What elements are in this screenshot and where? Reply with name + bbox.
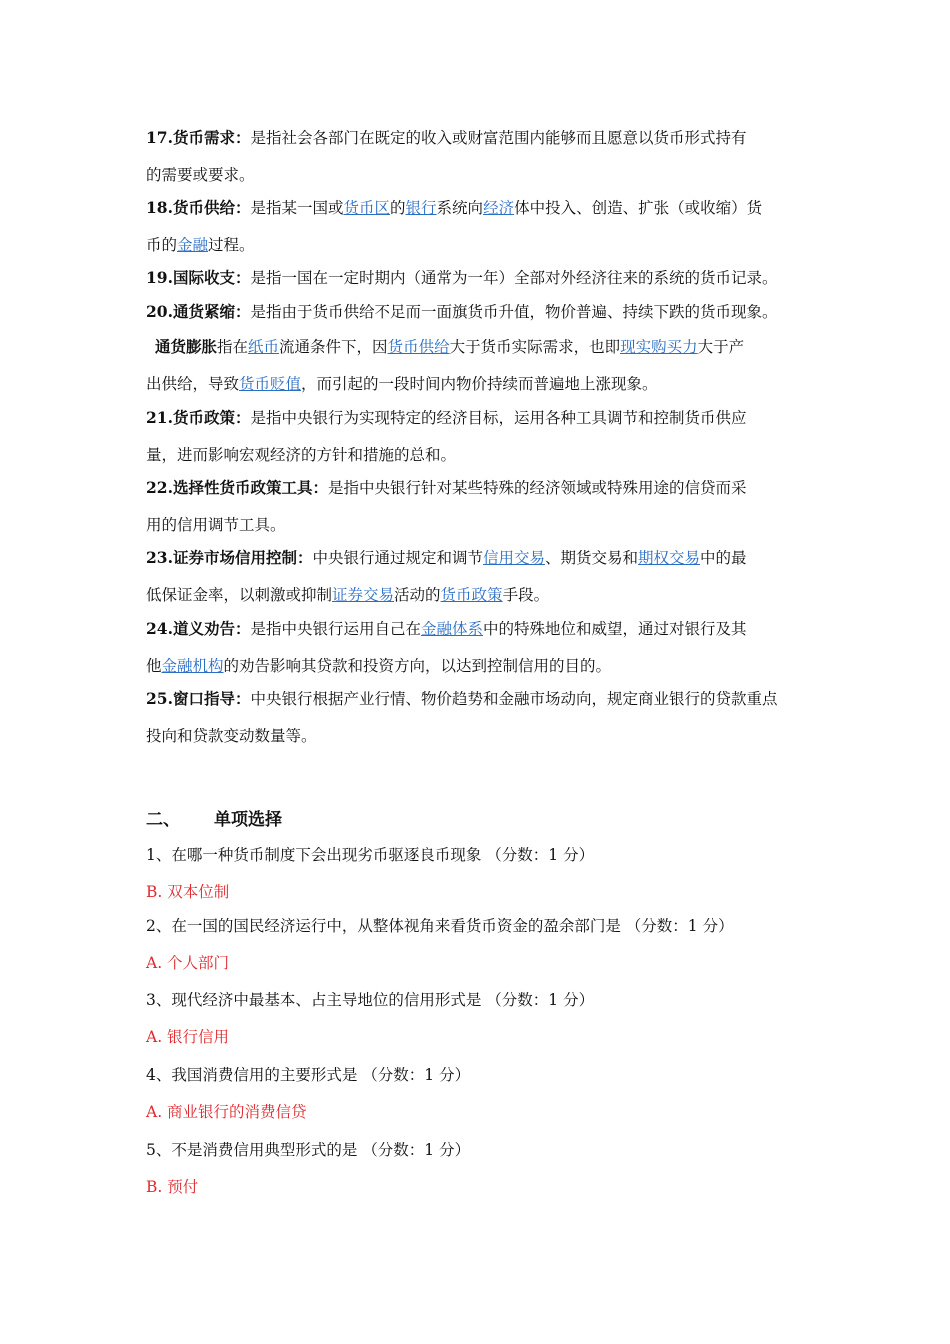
definition-17-line2: 的需要或要求。 xyxy=(146,166,255,184)
definition-18-line2 xyxy=(146,235,255,255)
definition-17-line1 xyxy=(146,128,747,148)
answer-2: A. 个人部门 xyxy=(146,954,230,972)
term: 通货膨胀 xyxy=(155,337,218,356)
term: 18.货币供给 xyxy=(146,198,235,217)
link-options-trading[interactable]: 期权交易 xyxy=(638,549,701,567)
text: 流通条件下，因 xyxy=(279,338,388,356)
text: 指在 xyxy=(217,338,249,356)
term-separator: ： xyxy=(234,689,251,708)
term-separator: ： xyxy=(234,268,251,287)
link-credit-trading[interactable]: 信用交易 xyxy=(483,549,546,567)
definition-21-line2: 量，进而影响宏观经济的方针和措施的总和。 xyxy=(146,446,457,464)
question-4: 4、我国消费信用的主要形式是 （分数：1 分） xyxy=(146,1066,471,1084)
link-securities-trading[interactable]: 证券交易 xyxy=(332,586,395,604)
text: 大于产 xyxy=(697,338,745,356)
term: 25.窗口指导 xyxy=(146,689,235,708)
text: 手段。 xyxy=(502,586,550,604)
answer-1: B. 双本位制 xyxy=(146,883,230,901)
term-separator: ： xyxy=(296,548,313,567)
text: 低保证金率，以刺激或抑制 xyxy=(146,586,333,604)
answer-3: A. 银行信用 xyxy=(146,1028,230,1046)
text: 他 xyxy=(146,657,162,675)
definition-20-line1 xyxy=(146,302,778,322)
question-1: 1、在哪一种货币制度下会出现劣币驱逐良币现象 （分数：1 分） xyxy=(146,846,595,864)
link-finance[interactable]: 金融 xyxy=(177,236,209,254)
text: ，而引起的一段时间内物价持续而普遍地上涨现象。 xyxy=(301,375,658,393)
definition-23-line2 xyxy=(146,585,549,605)
term-separator: ： xyxy=(234,408,251,427)
text: 活动的 xyxy=(394,586,441,604)
link-purchasing-power[interactable]: 现实购买力 xyxy=(620,338,698,356)
link-paper-money[interactable]: 纸币 xyxy=(248,338,280,356)
definition-19-line1 xyxy=(146,268,778,288)
inflation-line2 xyxy=(146,374,658,394)
text: 、期货交易和 xyxy=(545,549,639,567)
text: 中的特殊地位和威望，通过对银行及其 xyxy=(483,620,747,638)
definition-22-line2: 用的信用调节工具。 xyxy=(146,516,286,534)
inflation-line1 xyxy=(155,337,744,357)
text: 系统向 xyxy=(436,199,484,217)
link-devaluation[interactable]: 货币贬值 xyxy=(239,375,302,393)
definition-24-line1 xyxy=(146,619,747,639)
term: 23.证券市场信用控制 xyxy=(146,548,297,567)
definition-21-line1 xyxy=(146,408,747,428)
link-economy[interactable]: 经济 xyxy=(483,199,515,217)
text: 的劝告影响其贷款和投资方向，以达到控制信用的目的。 xyxy=(223,657,612,675)
definition-text: 中央银行根据产业行情、物价趋势和金融市场动向，规定商业银行的贷款重点 xyxy=(250,690,778,708)
question-3: 3、现代经济中最基本、占主导地位的信用形式是 （分数：1 分） xyxy=(146,991,595,1009)
definition-25-line2: 投向和贷款变动数量等。 xyxy=(146,727,317,745)
text: 出供给，导致 xyxy=(146,375,240,393)
link-currency-area[interactable]: 货币区 xyxy=(343,199,391,217)
definition-22-line1 xyxy=(146,478,747,498)
text: 过程。 xyxy=(208,236,255,254)
link-money-supply[interactable]: 货币供给 xyxy=(387,338,450,356)
text: 的 xyxy=(390,199,406,217)
term-separator: ： xyxy=(234,302,251,321)
term-separator: ： xyxy=(234,619,251,638)
section-heading xyxy=(146,810,282,830)
definition-25-line1 xyxy=(146,689,778,709)
answer-5: B. 预付 xyxy=(146,1178,199,1196)
text: 是指某一国或 xyxy=(250,199,344,217)
text: 是指中央银行运用自己在 xyxy=(250,620,421,638)
section-title: 单项选择 xyxy=(214,810,282,830)
term: 22.选择性货币政策工具 xyxy=(146,478,313,497)
text: 中央银行通过规定和调节 xyxy=(312,549,483,567)
text: 中的最 xyxy=(700,549,747,567)
term-separator: ： xyxy=(234,198,251,217)
definition-text: 是指由于货币供给不足而一面旗货币升值，物价普遍、持续下跌的货币现象。 xyxy=(250,303,778,321)
link-financial-system[interactable]: 金融体系 xyxy=(421,620,484,638)
term: 21.货币政策 xyxy=(146,408,235,427)
definition-text: 是指一国在一定时期内（通常为一年）全部对外经济往来的系统的货币记录。 xyxy=(250,269,778,287)
definition-text: 是指中央银行为实现特定的经济目标，运用各种工具调节和控制货币供应 xyxy=(250,409,747,427)
definition-24-line2 xyxy=(146,656,611,676)
link-bank[interactable]: 银行 xyxy=(405,199,437,217)
answer-4: A. 商业银行的消费信贷 xyxy=(146,1103,307,1121)
definition-18-line1 xyxy=(146,198,762,218)
question-2: 2、在一国的国民经济运行中，从整体视角来看货币资金的盈余部门是 （分数：1 分） xyxy=(146,917,734,935)
term: 17.货币需求 xyxy=(146,128,235,147)
term: 24.道义劝告 xyxy=(146,619,235,638)
term: 20.通货紧缩 xyxy=(146,302,235,321)
section-number: 二、 xyxy=(146,810,180,830)
term: 19.国际收支 xyxy=(146,268,235,287)
term-separator: ： xyxy=(312,478,328,497)
link-monetary-policy[interactable]: 货币政策 xyxy=(440,586,503,604)
definition-text: 是指社会各部门在既定的收入或财富范围内能够而且愿意以货币形式持有 xyxy=(250,129,747,147)
definition-text: 是指中央银行针对某些特殊的经济领域或特殊用途的信贷而采 xyxy=(327,479,747,497)
text: 体中投入、创造、扩张（或收缩）货 xyxy=(514,199,763,217)
link-financial-institutions[interactable]: 金融机构 xyxy=(161,657,224,675)
term-separator: ： xyxy=(234,128,251,147)
question-5: 5、不是消费信用典型形式的是 （分数：1 分） xyxy=(146,1141,471,1159)
definition-23-line1 xyxy=(146,548,747,568)
text: 币的 xyxy=(146,236,178,254)
text: 大于货币实际需求，也即 xyxy=(449,338,621,356)
